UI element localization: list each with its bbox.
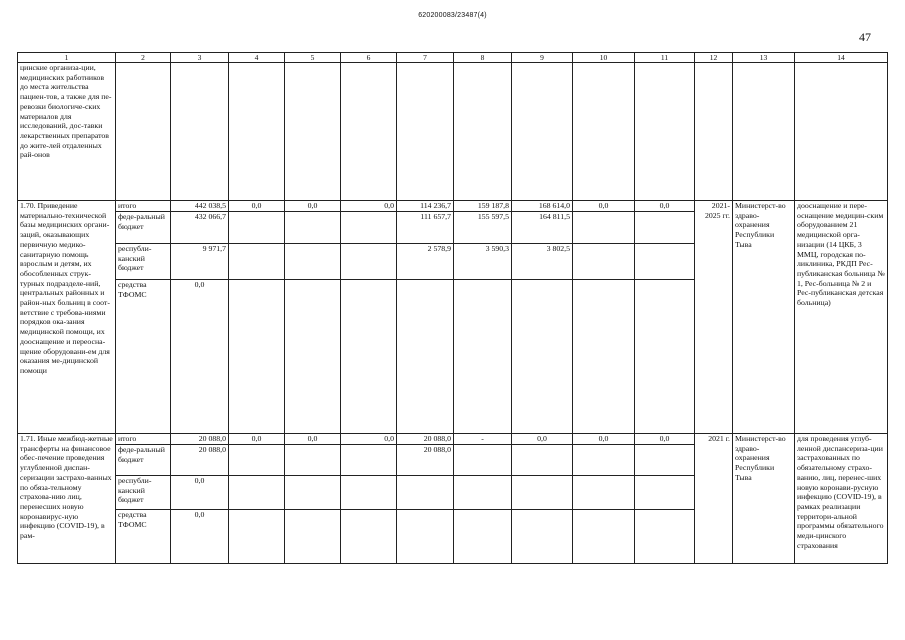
value-cell: 159 187,8: [454, 201, 512, 212]
value-cell: [397, 510, 454, 564]
value-cell: [635, 445, 695, 476]
value-cell: 0,0: [285, 434, 341, 445]
value-cell: [341, 445, 397, 476]
value-cell: 0,0: [229, 201, 285, 212]
column-header: 7: [397, 53, 454, 63]
document-id: 620200083/23487(4): [418, 12, 487, 19]
value-cell: [285, 476, 341, 510]
value-cell: 155 597,5: [454, 212, 512, 244]
funding-source: республи-канский бюджет: [116, 476, 171, 510]
column-header: 2: [116, 53, 171, 63]
value-cell: [285, 445, 341, 476]
total-cell: 442 038,5: [171, 201, 229, 212]
value-cell: [285, 212, 341, 244]
value-cell: [229, 244, 285, 280]
value-cell: [341, 280, 397, 434]
funding-source: республи-канский бюджет: [116, 244, 171, 280]
implementation-period: 2021 г.: [695, 434, 733, 564]
value-cell: [454, 476, 512, 510]
value-cell: 114 236,7: [397, 201, 454, 212]
value-cell: [341, 244, 397, 280]
implementation-period: 2021-2025 гг.: [695, 201, 733, 434]
table-row: [18, 434, 888, 445]
value-cell: [573, 280, 635, 434]
value-cell: 0,0: [635, 434, 695, 445]
column-header: 9: [512, 53, 573, 63]
value-cell: [397, 476, 454, 510]
value-cell: 0,0: [285, 201, 341, 212]
value-cell: 0,0: [512, 434, 573, 445]
value-cell: 3 802,5: [512, 244, 573, 280]
executor: Министерст-во здраво-охранения Республики Тыва: [733, 434, 795, 564]
value-cell: [229, 445, 285, 476]
value-cell: [573, 244, 635, 280]
value-cell: [573, 445, 635, 476]
value-cell: -: [454, 434, 512, 445]
total-cell: 0,0: [171, 280, 229, 434]
column-header: 13: [733, 53, 795, 63]
total-cell: 9 971,7: [171, 244, 229, 280]
column-header: 1: [18, 53, 116, 63]
value-cell: 0,0: [341, 201, 397, 212]
table-row: [18, 201, 888, 212]
value-cell: [635, 244, 695, 280]
column-number-row: [18, 53, 888, 63]
value-cell: 111 657,7: [397, 212, 454, 244]
funding-source: феде-ральный бюджет: [116, 212, 171, 244]
funding-source: феде-ральный бюджет: [116, 445, 171, 476]
total-cell: 0,0: [171, 510, 229, 564]
value-cell: [341, 476, 397, 510]
value-cell: [573, 212, 635, 244]
value-cell: [573, 510, 635, 564]
funding-source: средства ТФОМС: [116, 280, 171, 434]
value-cell: [512, 280, 573, 434]
value-cell: 20 088,0: [397, 445, 454, 476]
column-header: 14: [795, 53, 888, 63]
funding-source: итого: [116, 201, 171, 212]
total-cell: 20 088,0: [171, 434, 229, 445]
measure-name: 1.70. Приведение материально-технической базы медицинских органи-заций, оказывающих первичную медико-санитарную помощь взрослым и детям, их обособленных струк-турных подразделе-ний, центральных районных и район-ных больниц в соот-ветствие с требова-ниями порядков ока-зания медицинской помощи, их дооснащение и переосна-щение оборудовани-ем для оказания ме-дицинской помощи: [18, 201, 116, 434]
total-cell: 0,0: [171, 476, 229, 510]
value-cell: 20 088,0: [397, 434, 454, 445]
expected-result: дооснащение и пере-оснащение медицин-ским оборудованием 21 медицинской орга-низации (14 ЦКБ, 3 ММЦ, городская по-ликлиника, РКДП Рес-публиканская больница № 1, Рес-больница № 2 и Рес-публиканская детская больница): [795, 201, 888, 434]
value-cell: [635, 212, 695, 244]
funding-source: средства ТФОМС: [116, 510, 171, 564]
column-header: 11: [635, 53, 695, 63]
value-cell: [512, 476, 573, 510]
column-header: 5: [285, 53, 341, 63]
total-cell: 432 066,7: [171, 212, 229, 244]
value-cell: [229, 212, 285, 244]
column-header: 3: [171, 53, 229, 63]
funding-source: итого: [116, 434, 171, 445]
expected-result: для проведения углуб-ленной диспансериза-ции застрахованных по обязательному страхо-ванию, лиц, перенес-ших новую коронави-русную инфекцию (COVID-19), в рамках реализации территори-альной программы обязательного меди-цинского страхования: [795, 434, 888, 564]
executor: Министерст-во здраво-охранения Республики Тыва: [733, 201, 795, 434]
column-header: 12: [695, 53, 733, 63]
measure-name-continued: цинские организа-ции, медицинских работников до места жительства пациен-тов, а также для пе-ревозки биологиче-ских материалов для исследований, дос-тавки лекарственных препаратов до жите-лей отдаленных рай-онов: [18, 63, 116, 201]
value-cell: [397, 280, 454, 434]
value-cell: 168 614,0: [512, 201, 573, 212]
value-cell: [512, 445, 573, 476]
page-number: 47: [859, 30, 871, 44]
value-cell: 0,0: [635, 201, 695, 212]
budget-table: [17, 52, 888, 564]
value-cell: [454, 510, 512, 564]
value-cell: [229, 476, 285, 510]
value-cell: 0,0: [573, 201, 635, 212]
column-header: 4: [229, 53, 285, 63]
value-cell: [635, 510, 695, 564]
value-cell: [512, 510, 573, 564]
value-cell: [341, 212, 397, 244]
value-cell: [285, 510, 341, 564]
value-cell: [635, 280, 695, 434]
value-cell: 2 578,9: [397, 244, 454, 280]
value-cell: 164 811,5: [512, 212, 573, 244]
value-cell: [573, 476, 635, 510]
total-cell: 20 088,0: [171, 445, 229, 476]
value-cell: 0,0: [573, 434, 635, 445]
value-cell: [341, 510, 397, 564]
value-cell: [229, 280, 285, 434]
value-cell: 0,0: [341, 434, 397, 445]
value-cell: [454, 280, 512, 434]
measure-name: 1.71. Иные межбюд-жетные трансферты на финансовое обес-печение проведения углубленной диспан-серизации застрахо-ванных по обяза-тельному страхова-нию лиц, перенесших новую коронавирус-ную инфекцию (COVID-19), в рам-: [18, 434, 116, 564]
value-cell: 3 590,3: [454, 244, 512, 280]
value-cell: [285, 280, 341, 434]
value-cell: [229, 510, 285, 564]
value-cell: [635, 476, 695, 510]
value-cell: [454, 445, 512, 476]
value-cell: 0,0: [229, 434, 285, 445]
value-cell: [285, 244, 341, 280]
column-header: 10: [573, 53, 635, 63]
table-row: [18, 63, 888, 201]
column-header: 6: [341, 53, 397, 63]
column-header: 8: [454, 53, 512, 63]
